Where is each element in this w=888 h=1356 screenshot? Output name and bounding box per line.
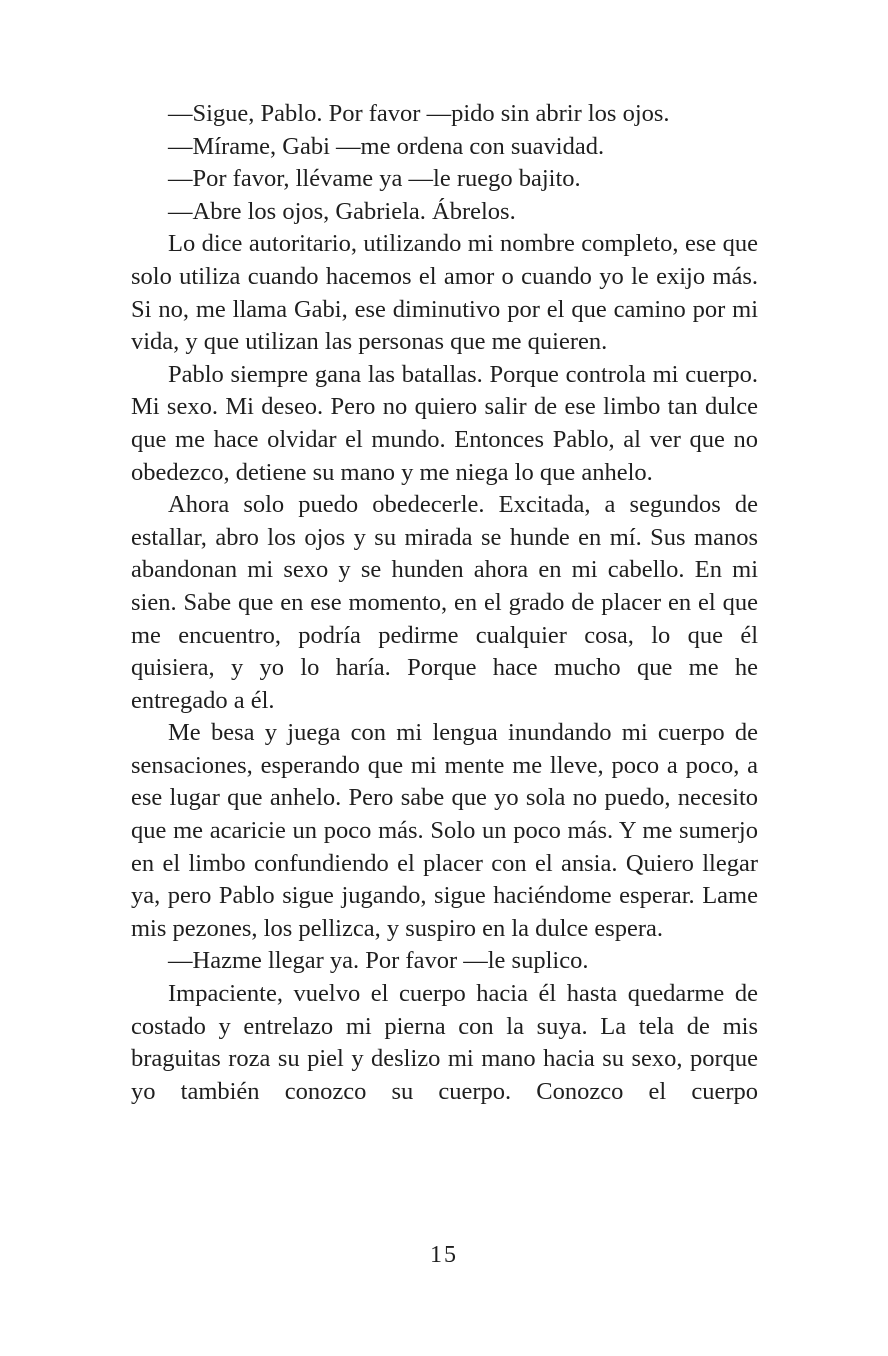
paragraph: Me besa y juega con mi lengua inundando mi cuerpo de sensaciones, esperando que mi mente me lleve, poco a poco, a ese lugar que anhelo. Pero sabe que yo sola no puedo, necesito que me acaricie un poco más. Solo un poco más. Y me sumerjo en el limbo confundiendo el placer con el ansia. Quiero llegar ya, pero Pablo sigue jugando, sigue haciéndome esperar. Lame mis pezones, los pellizca, y suspiro en la dulce espera. — [131, 719, 758, 942]
dialogue-line: —Mírame, Gabi —me ordena con suavidad. — [168, 132, 605, 160]
body-text — [131, 98, 758, 1108]
paragraph: Lo dice autoritario, utilizando mi nombre completo, ese que solo utiliza cuando hacemos el amor o cuando yo le exijo más. Si no, me llama Gabi, ese diminutivo por el que camino por mi vida, y que utilizan las personas que me quieren. — [131, 230, 758, 356]
dialogue-line: —Abre los ojos, Gabriela. Ábrelos. — [168, 197, 516, 225]
dialogue-line: —Sigue, Pablo. Por favor —pido sin abrir los ojos. — [168, 100, 670, 127]
paragraph: Pablo siempre gana las batallas. Porque controla mi cuerpo. Mi sexo. Mi deseo. Pero no quiero salir de ese limbo tan dulce que me hace olvidar el mundo. Entonces Pablo, al ver que no obedezco, detiene su mano y me niega lo que anhelo. — [131, 360, 758, 486]
paragraph: Ahora solo puedo obedecerle. Excitada, a segundos de estallar, abro los ojos y su mirada se hunde en mí. Sus manos abandonan mi sexo y se hunden ahora en mi cabello. En mi sien. Sabe que en ese momento, en el grado de placer en el que me encuentro, podría pedirme cualquier cosa, lo que él quisiera, y yo lo haría. Porque hace mucho que me he entregado a él. — [131, 491, 758, 714]
paragraph: Impaciente, vuelvo el cuerpo hacia él hasta quedarme de costado y entrelazo mi pierna con la suya. La tela de mis braguitas roza su piel y deslizo mi mano hacia su sexo, porque yo también conozco su cuerpo. Conozco el cuerpo — [131, 980, 758, 1105]
dialogue-line: —Por favor, llévame ya —le ruego bajito. — [168, 165, 581, 193]
page-number: 15 — [430, 1242, 458, 1268]
dialogue-line: —Hazme llegar ya. Por favor —le suplico. — [168, 947, 589, 975]
